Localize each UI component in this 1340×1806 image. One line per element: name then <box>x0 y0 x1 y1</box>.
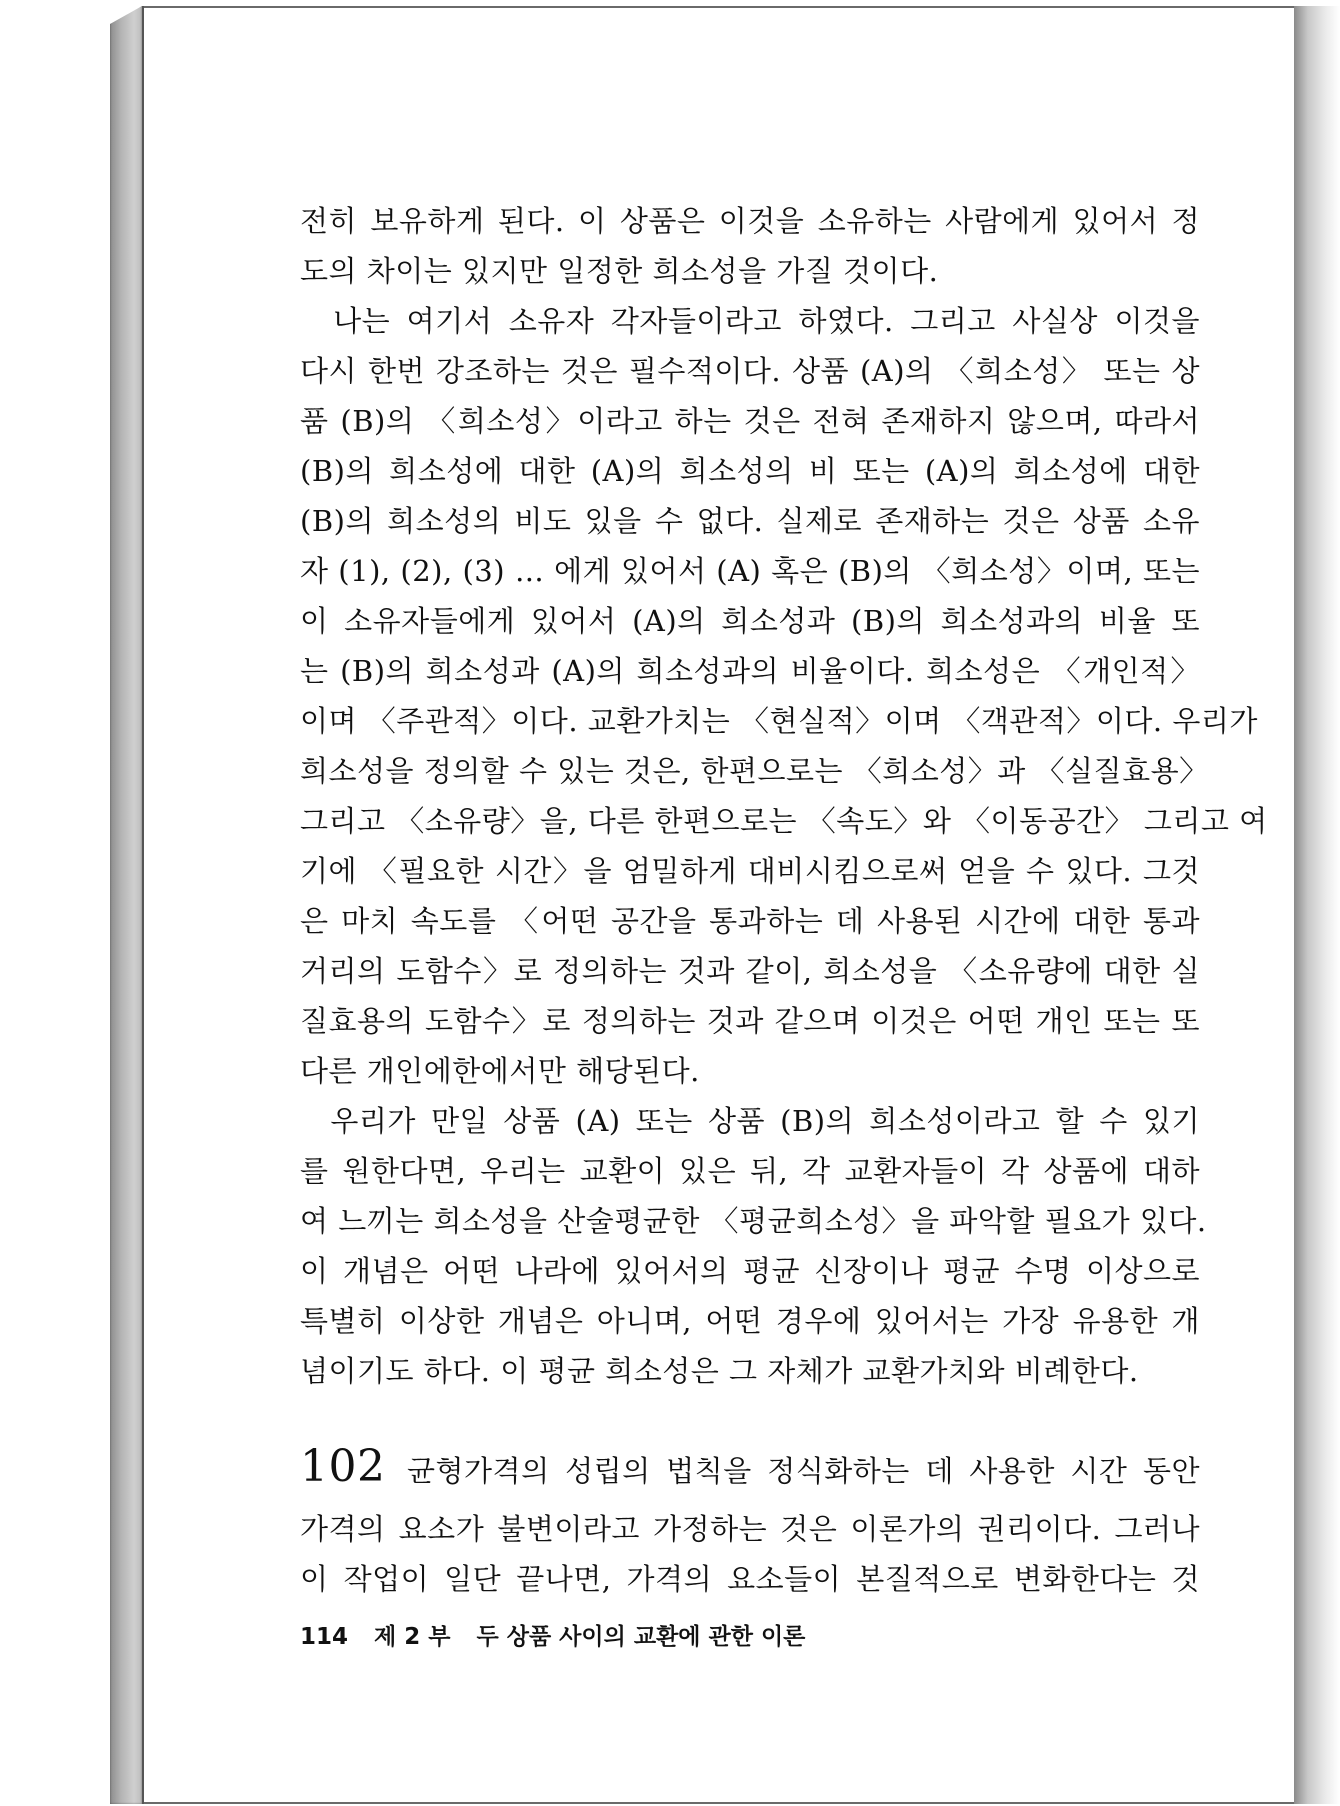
text-line: 다시 한번 강조하는 것은 필수적이다. 상품 (A)의 〈희소성〉 또는 상 <box>300 354 1200 388</box>
text-line: 은 마치 속도를 〈어떤 공간을 통과하는 데 사용된 시간에 대한 통과 <box>300 904 1200 938</box>
text-line: 는 (B)의 희소성과 (A)의 희소성과의 비율이다. 희소성은 〈개인적〉 <box>300 654 1200 688</box>
text-line: 품 (B)의 〈희소성〉이라고 하는 것은 전혀 존재하지 않으며, 따라서 <box>300 404 1200 438</box>
text-line: 나는 여기서 소유자 각자들이라고 하였다. 그리고 사실상 이것을 <box>300 304 1200 338</box>
text-line: 질효용의 도함수〉로 정의하는 것과 같으며 이것은 어떤 개인 또는 또 <box>300 1004 1200 1038</box>
section-number: 102 <box>300 1441 386 1492</box>
text-line: 우리가 만일 상품 (A) 또는 상품 (B)의 희소성이라고 할 수 있기 <box>300 1104 1200 1138</box>
text-line: 이며 〈주관적〉이다. 교환가치는 〈현실적〉이며 〈객관적〉이다. 우리가 <box>300 704 1258 738</box>
text-line: 가격의 요소가 불변이라고 가정하는 것은 이론가의 권리이다. 그러나 <box>300 1512 1200 1546</box>
part-label: 제 2 부 <box>374 1624 451 1650</box>
running-title: 두 상품 사이의 교환에 관한 이론 <box>476 1624 806 1650</box>
text-line: (B)의 희소성의 비도 있을 수 없다. 실제로 존재하는 것은 상품 소유 <box>300 504 1200 538</box>
text-line: 를 원한다면, 우리는 교환이 있은 뒤, 각 교환자들이 각 상품에 대하 <box>300 1154 1200 1188</box>
page-shadow <box>1294 6 1340 1804</box>
text-line: 여 느끼는 희소성을 산술평균한 〈평균희소성〉을 파악할 필요가 있다. <box>300 1204 1207 1238</box>
text-line: (B)의 희소성에 대한 (A)의 희소성의 비 또는 (A)의 희소성에 대한 <box>300 454 1200 488</box>
text-line: 다른 개인에한에서만 해당된다. <box>300 1054 700 1088</box>
text-line: 자 (1), (2), (3) … 에게 있어서 (A) 혹은 (B)의 〈희소성〉이며, 또는 <box>300 554 1200 588</box>
text-line: 기에 〈필요한 시간〉을 엄밀하게 대비시킴으로써 얻을 수 있다. 그것 <box>300 854 1200 888</box>
body-text <box>300 196 1268 1604</box>
section-gap <box>300 1396 1200 1442</box>
text-line: 그리고 〈소유량〉을, 다른 한편으로는 〈속도〉와 〈이동공간〉 그리고 여 <box>300 804 1268 838</box>
text-line: 특별히 이상한 개념은 아니며, 어떤 경우에 있어서는 가장 유용한 개 <box>300 1304 1200 1338</box>
book-spine <box>110 6 142 1804</box>
text-line: 거리의 도함수〉로 정의하는 것과 같이, 희소성을 〈소유량에 대한 실 <box>300 954 1200 988</box>
page-footer <box>300 1618 1200 1651</box>
text-line: 전히 보유하게 된다. 이 상품은 이것을 소유하는 사람에게 있어서 정 <box>300 204 1200 238</box>
section-first-line: 균형가격의 성립의 법칙을 정식화하는 데 사용한 시간 동안 <box>407 1454 1200 1488</box>
text-line: 이 소유자들에게 있어서 (A)의 희소성과 (B)의 희소성과의 비율 또 <box>300 604 1200 638</box>
text-line: 희소성을 정의할 수 있는 것은, 한편으로는 〈희소성〉과 〈실질효용〉 <box>300 754 1209 788</box>
text-line: 념이기도 하다. 이 평균 희소성은 그 자체가 교환가치와 비례한다. <box>300 1354 1139 1388</box>
section-heading-line <box>300 1442 1200 1504</box>
page-number: 114 <box>300 1624 349 1650</box>
text-line: 이 작업이 일단 끝나면, 가격의 요소들이 본질적으로 변화한다는 것 <box>300 1562 1200 1596</box>
text-line: 이 개념은 어떤 나라에 있어서의 평균 신장이나 평균 수명 이상으로 <box>300 1254 1200 1288</box>
text-line: 도의 차이는 있지만 일정한 희소성을 가질 것이다. <box>300 254 939 288</box>
